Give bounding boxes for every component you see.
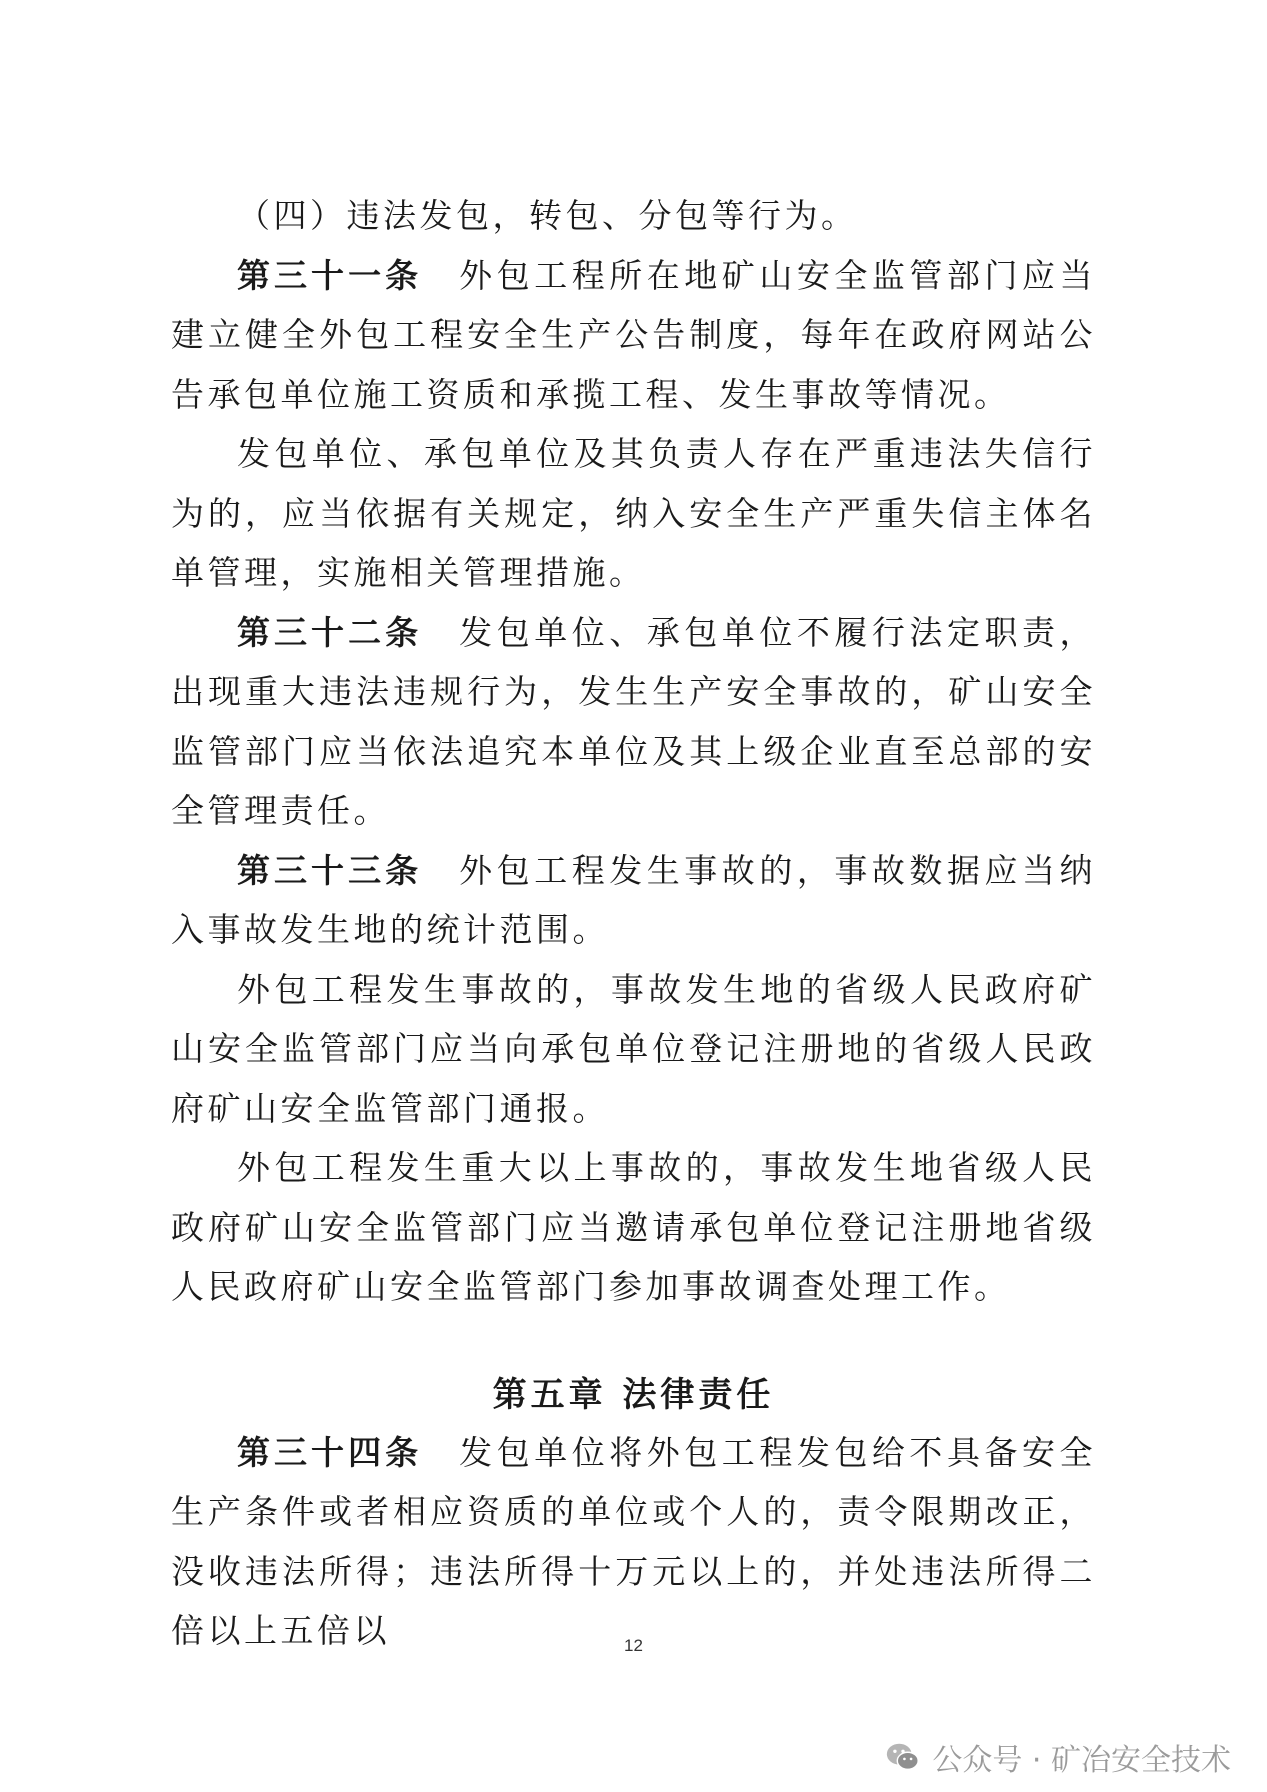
article-text: 发包单位将外包工程发包给不具备安全生产条件或者相应资质的单位或个人的，责令限期改正，没收违法所得；违法所得十万元以上的，并处违法所得二倍以上五倍以 <box>171 1432 1097 1650</box>
page-number: 12 <box>624 1636 643 1655</box>
paragraph-text: 外包工程发生事故的，事故发生地的省级人民政府矿山安全监管部门应当向承包单位登记注册地的省级人民政府矿山安全监管部门通报。 <box>171 969 1096 1128</box>
watermark <box>884 1735 1231 1779</box>
paragraph-text: 外包工程发生重大以上事故的，事故发生地省级人民政府矿山安全监管部门应当邀请承包单位登记注册地省级人民政府矿山安全监管部门参加事故调查处理工作。 <box>171 1148 1096 1306</box>
paragraph-text: 发包单位、承包单位及其负责人存在严重违法失信行为的，应当依据有关规定，纳入安全生产严重失信主体名单管理，实施相关管理措施。 <box>171 434 1096 592</box>
article-text: 外包工程所在地矿山安全监管部门应当建立健全外包工程安全生产公告制度，每年在政府网站公告承包单位施工资质和承揽工程、发生事故等情况。 <box>171 255 1097 414</box>
paragraph <box>171 1138 1096 1317</box>
paragraph <box>171 960 1096 1139</box>
article-number: 第三十一条 <box>237 255 423 295</box>
article-number: 第三十三条 <box>237 850 423 890</box>
article-text: 发包单位、承包单位不履行法定职责，出现重大违法违规行为，发生生产安全事故的，矿山安全监管部门应当依法追究本单位及其上级企业直至总部的安全管理责任。 <box>171 612 1097 830</box>
article-33 <box>171 841 1096 960</box>
article-31 <box>171 246 1096 425</box>
article-number: 第三十四条 <box>237 1432 423 1472</box>
document-body <box>171 186 1096 1661</box>
wechat-icon <box>884 1738 922 1776</box>
paragraph-text: （四）违法发包，转包、分包等行为。 <box>237 196 858 235</box>
article-text: 外包工程发生事故的，事故数据应当纳入事故发生地的统计范围。 <box>171 850 1097 949</box>
article-32 <box>171 603 1096 841</box>
paragraph-item-four <box>171 186 1096 246</box>
article-number: 第三十二条 <box>237 612 423 652</box>
watermark-text: 公众号 · 矿冶安全技术 <box>932 1743 1231 1778</box>
article-34 <box>171 1423 1096 1661</box>
chapter-title: 第五章 法律责任 <box>492 1374 775 1415</box>
paragraph <box>171 424 1096 603</box>
